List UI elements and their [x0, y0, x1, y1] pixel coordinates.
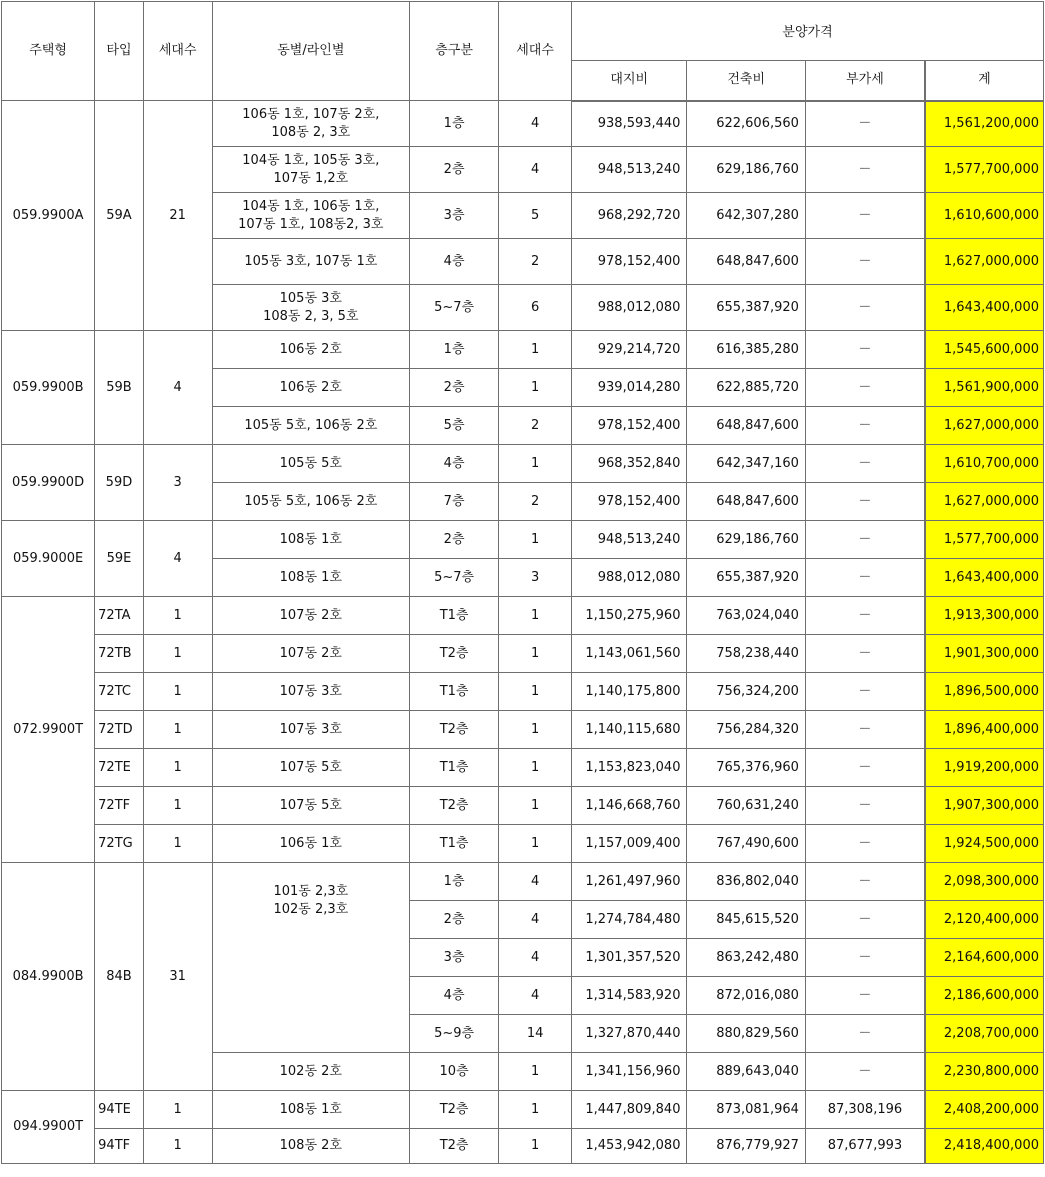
total-price-cell: 1,896,500,000	[925, 673, 1044, 711]
row-units-cell: 1	[499, 445, 572, 483]
total-price-cell: 1,561,200,000	[925, 101, 1044, 147]
vat-cell: －	[805, 749, 924, 787]
building-price-cell: 655,387,920	[687, 559, 805, 597]
units-cell: 1	[143, 749, 212, 787]
row-units-cell: 1	[499, 711, 572, 749]
housing-type-cell: 059.9900A	[2, 101, 95, 331]
housing-type-cell: 059.9000E	[2, 521, 95, 597]
land-price-cell: 1,274,784,480	[572, 901, 687, 939]
floor-cell: 4층	[410, 977, 499, 1015]
header-building: 건축비	[687, 61, 805, 101]
dong-line-cell: 105동 3호, 107동 1호	[212, 239, 409, 285]
land-price-cell: 1,447,809,840	[572, 1091, 687, 1129]
floor-cell: 1층	[410, 863, 499, 901]
floor-cell: T1층	[410, 673, 499, 711]
land-price-cell: 978,152,400	[572, 483, 687, 521]
housing-type-cell: 094.9900T	[2, 1091, 95, 1164]
building-price-cell: 767,490,600	[687, 825, 805, 863]
vat-cell: －	[805, 239, 924, 285]
vat-cell: －	[805, 101, 924, 147]
floor-cell: 2층	[410, 147, 499, 193]
total-price-cell: 2,098,300,000	[925, 863, 1044, 901]
dong-line-cell: 108동 1호	[212, 521, 409, 559]
vat-cell: －	[805, 825, 924, 863]
floor-cell: 5~7층	[410, 559, 499, 597]
dong-line-cell: 107동 5호	[212, 787, 409, 825]
row-units-cell: 1	[499, 597, 572, 635]
dong-line-cell: 105동 3호 108동 2, 3, 5호	[212, 285, 409, 331]
units-cell: 21	[143, 101, 212, 331]
row-units-cell: 1	[499, 1091, 572, 1129]
dong-line-cell: 104동 1호, 105동 3호, 107동 1,2호	[212, 147, 409, 193]
land-price-cell: 938,593,440	[572, 101, 687, 147]
header-units: 세대수	[143, 2, 212, 101]
row-units-cell: 2	[499, 483, 572, 521]
land-price-cell: 929,214,720	[572, 331, 687, 369]
floor-cell: 2층	[410, 521, 499, 559]
table-row	[2, 825, 1044, 863]
land-price-cell: 1,301,357,520	[572, 939, 687, 977]
total-price-cell: 1,896,400,000	[925, 711, 1044, 749]
header-dong-line: 동별/라인별	[212, 2, 409, 101]
type-cell: 72TD	[95, 711, 144, 749]
building-price-cell: 880,829,560	[687, 1015, 805, 1053]
floor-cell: 5~7층	[410, 285, 499, 331]
type-cell: 84B	[95, 863, 144, 1091]
vat-cell: －	[805, 939, 924, 977]
building-price-cell: 845,615,520	[687, 901, 805, 939]
floor-cell: 5층	[410, 407, 499, 445]
vat-cell: －	[805, 1053, 924, 1091]
vat-cell: －	[805, 597, 924, 635]
row-units-cell: 6	[499, 285, 572, 331]
building-price-cell: 648,847,600	[687, 483, 805, 521]
dong-line-cell: 106동 2호	[212, 369, 409, 407]
table-row	[2, 445, 1044, 483]
land-price-cell: 1,327,870,440	[572, 1015, 687, 1053]
floor-cell: 4층	[410, 239, 499, 285]
floor-cell: 7층	[410, 483, 499, 521]
floor-cell: T2층	[410, 711, 499, 749]
housing-type-cell: 059.9900B	[2, 331, 95, 445]
header-housing-type: 주택형	[2, 2, 95, 101]
building-price-cell: 872,016,080	[687, 977, 805, 1015]
type-cell: 94TE	[95, 1091, 144, 1129]
total-price-cell: 1,610,700,000	[925, 445, 1044, 483]
total-price-cell: 1,643,400,000	[925, 559, 1044, 597]
row-units-cell: 4	[499, 977, 572, 1015]
row-units-cell: 2	[499, 239, 572, 285]
units-cell: 1	[143, 673, 212, 711]
row-units-cell: 4	[499, 901, 572, 939]
dong-line-cell: 102동 2호	[212, 1053, 409, 1091]
table-row	[2, 863, 1044, 901]
land-price-cell: 948,513,240	[572, 147, 687, 193]
type-cell: 59B	[95, 331, 144, 445]
dong-line-cell: 107동 5호	[212, 749, 409, 787]
building-price-cell: 765,376,960	[687, 749, 805, 787]
vat-cell: －	[805, 977, 924, 1015]
dong-line-cell: 106동 1호	[212, 825, 409, 863]
building-price-cell: 622,885,720	[687, 369, 805, 407]
building-price-cell: 642,347,160	[687, 445, 805, 483]
units-cell: 1	[143, 635, 212, 673]
housing-type-cell: 059.9900D	[2, 445, 95, 521]
land-price-cell: 948,513,240	[572, 521, 687, 559]
land-price-cell: 968,292,720	[572, 193, 687, 239]
dong-line-cell: 107동 3호	[212, 673, 409, 711]
building-price-cell: 758,238,440	[687, 635, 805, 673]
table-body	[2, 101, 1044, 1164]
table-row	[2, 711, 1044, 749]
floor-cell: 3층	[410, 193, 499, 239]
dong-line-cell: 105동 5호, 106동 2호	[212, 407, 409, 445]
floor-cell: T2층	[410, 1129, 499, 1164]
total-price-cell: 1,907,300,000	[925, 787, 1044, 825]
land-price-cell: 1,140,175,800	[572, 673, 687, 711]
building-price-cell: 648,847,600	[687, 239, 805, 285]
dong-line-cell: 107동 2호	[212, 635, 409, 673]
row-units-cell: 1	[499, 1053, 572, 1091]
units-cell: 1	[143, 787, 212, 825]
units-cell: 1	[143, 1091, 212, 1129]
floor-cell: T1층	[410, 597, 499, 635]
land-price-cell: 1,314,583,920	[572, 977, 687, 1015]
building-price-cell: 863,242,480	[687, 939, 805, 977]
row-units-cell: 4	[499, 101, 572, 147]
land-price-cell: 1,157,009,400	[572, 825, 687, 863]
land-price-cell: 1,153,823,040	[572, 749, 687, 787]
total-price-cell: 1,577,700,000	[925, 521, 1044, 559]
units-cell: 1	[143, 1129, 212, 1164]
vat-cell: －	[805, 193, 924, 239]
vat-cell: －	[805, 711, 924, 749]
floor-cell: 3층	[410, 939, 499, 977]
total-price-cell: 1,577,700,000	[925, 147, 1044, 193]
total-price-cell: 1,924,500,000	[925, 825, 1044, 863]
total-price-cell: 1,610,600,000	[925, 193, 1044, 239]
land-price-cell: 1,140,115,680	[572, 711, 687, 749]
header-total: 계	[925, 61, 1044, 101]
table-header	[2, 2, 1044, 101]
building-price-cell: 756,284,320	[687, 711, 805, 749]
building-price-cell: 629,186,760	[687, 521, 805, 559]
floor-cell: 10층	[410, 1053, 499, 1091]
building-price-cell: 648,847,600	[687, 407, 805, 445]
units-cell: 3	[143, 445, 212, 521]
table-row	[2, 521, 1044, 559]
row-units-cell: 1	[499, 331, 572, 369]
land-price-cell: 988,012,080	[572, 285, 687, 331]
dong-line-cell: 106동 2호	[212, 331, 409, 369]
units-cell: 1	[143, 711, 212, 749]
type-cell: 72TB	[95, 635, 144, 673]
row-units-cell: 4	[499, 863, 572, 901]
total-price-cell: 1,545,600,000	[925, 331, 1044, 369]
row-units-cell: 1	[499, 825, 572, 863]
table-row	[2, 635, 1044, 673]
housing-type-cell: 072.9900T	[2, 597, 95, 863]
vat-cell: －	[805, 285, 924, 331]
type-cell: 94TF	[95, 1129, 144, 1164]
vat-cell: －	[805, 369, 924, 407]
price-table	[1, 1, 1044, 1164]
housing-type-cell: 084.9900B	[2, 863, 95, 1091]
table-row	[2, 1129, 1044, 1164]
table-row	[2, 673, 1044, 711]
row-units-cell: 1	[499, 521, 572, 559]
table-row	[2, 787, 1044, 825]
total-price-cell: 1,913,300,000	[925, 597, 1044, 635]
type-cell: 59E	[95, 521, 144, 597]
floor-cell: 4층	[410, 445, 499, 483]
vat-cell: －	[805, 445, 924, 483]
vat-cell: －	[805, 901, 924, 939]
dong-line-cell: 105동 5호, 106동 2호	[212, 483, 409, 521]
building-price-cell: 622,606,560	[687, 101, 805, 147]
header-price-group: 분양가격	[572, 2, 1044, 61]
type-cell: 72TE	[95, 749, 144, 787]
total-price-cell: 1,919,200,000	[925, 749, 1044, 787]
vat-cell: －	[805, 331, 924, 369]
land-price-cell: 978,152,400	[572, 239, 687, 285]
vat-cell: －	[805, 673, 924, 711]
dong-line-cell: 105동 5호	[212, 445, 409, 483]
building-price-cell: 876,779,927	[687, 1129, 805, 1164]
vat-cell: －	[805, 521, 924, 559]
total-price-cell: 1,627,000,000	[925, 239, 1044, 285]
type-cell: 72TG	[95, 825, 144, 863]
header-land: 대지비	[572, 61, 687, 101]
type-cell: 72TC	[95, 673, 144, 711]
vat-cell: 87,677,993	[805, 1129, 924, 1164]
vat-cell: －	[805, 787, 924, 825]
total-price-cell: 1,901,300,000	[925, 635, 1044, 673]
row-units-cell: 5	[499, 193, 572, 239]
dong-line-cell: 104동 1호, 106동 1호, 107동 1호, 108동2, 3호	[212, 193, 409, 239]
header-type: 타입	[95, 2, 144, 101]
land-price-cell: 1,143,061,560	[572, 635, 687, 673]
type-cell: 72TF	[95, 787, 144, 825]
building-price-cell: 873,081,964	[687, 1091, 805, 1129]
land-price-cell: 988,012,080	[572, 559, 687, 597]
total-price-cell: 1,627,000,000	[925, 407, 1044, 445]
building-price-cell: 642,307,280	[687, 193, 805, 239]
row-units-cell: 3	[499, 559, 572, 597]
dong-line-cell: 106동 1호, 107동 2호, 108동 2, 3호	[212, 101, 409, 147]
building-price-cell: 655,387,920	[687, 285, 805, 331]
floor-cell: 2층	[410, 369, 499, 407]
vat-cell: －	[805, 635, 924, 673]
units-cell: 4	[143, 521, 212, 597]
header-floor: 층구분	[410, 2, 499, 101]
total-price-cell: 2,120,400,000	[925, 901, 1044, 939]
table-row	[2, 1091, 1044, 1129]
building-price-cell: 756,324,200	[687, 673, 805, 711]
table-row	[2, 101, 1044, 147]
floor-cell: T1층	[410, 825, 499, 863]
dong-line-cell: 107동 2호	[212, 597, 409, 635]
vat-cell: －	[805, 1015, 924, 1053]
total-price-cell: 1,627,000,000	[925, 483, 1044, 521]
row-units-cell: 1	[499, 635, 572, 673]
floor-cell: 1층	[410, 331, 499, 369]
building-price-cell: 616,385,280	[687, 331, 805, 369]
dong-line-cell: 107동 3호	[212, 711, 409, 749]
land-price-cell: 1,150,275,960	[572, 597, 687, 635]
land-price-cell: 1,453,942,080	[572, 1129, 687, 1164]
row-units-cell: 4	[499, 939, 572, 977]
dong-line-cell: 108동 1호	[212, 559, 409, 597]
header-vat: 부가세	[805, 61, 924, 101]
type-cell: 59D	[95, 445, 144, 521]
total-price-cell: 2,230,800,000	[925, 1053, 1044, 1091]
row-units-cell: 1	[499, 749, 572, 787]
land-price-cell: 1,146,668,760	[572, 787, 687, 825]
dong-line-cell: 101동 2,3호 102동 2,3호	[212, 863, 409, 1053]
land-price-cell: 968,352,840	[572, 445, 687, 483]
floor-cell: 1층	[410, 101, 499, 147]
building-price-cell: 763,024,040	[687, 597, 805, 635]
type-cell: 72TA	[95, 597, 144, 635]
table-row	[2, 331, 1044, 369]
row-units-cell: 4	[499, 147, 572, 193]
floor-cell: 2층	[410, 901, 499, 939]
building-price-cell: 760,631,240	[687, 787, 805, 825]
land-price-cell: 939,014,280	[572, 369, 687, 407]
total-price-cell: 2,418,400,000	[925, 1129, 1044, 1164]
row-units-cell: 1	[499, 1129, 572, 1164]
dong-line-cell: 108동 2호	[212, 1129, 409, 1164]
row-units-cell: 2	[499, 407, 572, 445]
row-units-cell: 1	[499, 673, 572, 711]
table-row	[2, 597, 1044, 635]
units-cell: 31	[143, 863, 212, 1091]
building-price-cell: 629,186,760	[687, 147, 805, 193]
units-cell: 1	[143, 597, 212, 635]
vat-cell: －	[805, 483, 924, 521]
row-units-cell: 14	[499, 1015, 572, 1053]
building-price-cell: 836,802,040	[687, 863, 805, 901]
total-price-cell: 2,408,200,000	[925, 1091, 1044, 1129]
floor-cell: T1층	[410, 749, 499, 787]
units-cell: 4	[143, 331, 212, 445]
floor-cell: T2층	[410, 1091, 499, 1129]
vat-cell: －	[805, 559, 924, 597]
header-units-2: 세대수	[499, 2, 572, 101]
total-price-cell: 1,561,900,000	[925, 369, 1044, 407]
row-units-cell: 1	[499, 369, 572, 407]
land-price-cell: 1,341,156,960	[572, 1053, 687, 1091]
floor-cell: 5~9층	[410, 1015, 499, 1053]
vat-cell: －	[805, 147, 924, 193]
vat-cell: 87,308,196	[805, 1091, 924, 1129]
floor-cell: T2층	[410, 787, 499, 825]
table-row	[2, 749, 1044, 787]
total-price-cell: 2,164,600,000	[925, 939, 1044, 977]
vat-cell: －	[805, 407, 924, 445]
floor-cell: T2층	[410, 635, 499, 673]
land-price-cell: 1,261,497,960	[572, 863, 687, 901]
total-price-cell: 2,186,600,000	[925, 977, 1044, 1015]
vat-cell: －	[805, 863, 924, 901]
units-cell: 1	[143, 825, 212, 863]
row-units-cell: 1	[499, 787, 572, 825]
dong-line-cell: 108동 1호	[212, 1091, 409, 1129]
total-price-cell: 2,208,700,000	[925, 1015, 1044, 1053]
type-cell: 59A	[95, 101, 144, 331]
building-price-cell: 889,643,040	[687, 1053, 805, 1091]
land-price-cell: 978,152,400	[572, 407, 687, 445]
total-price-cell: 1,643,400,000	[925, 285, 1044, 331]
